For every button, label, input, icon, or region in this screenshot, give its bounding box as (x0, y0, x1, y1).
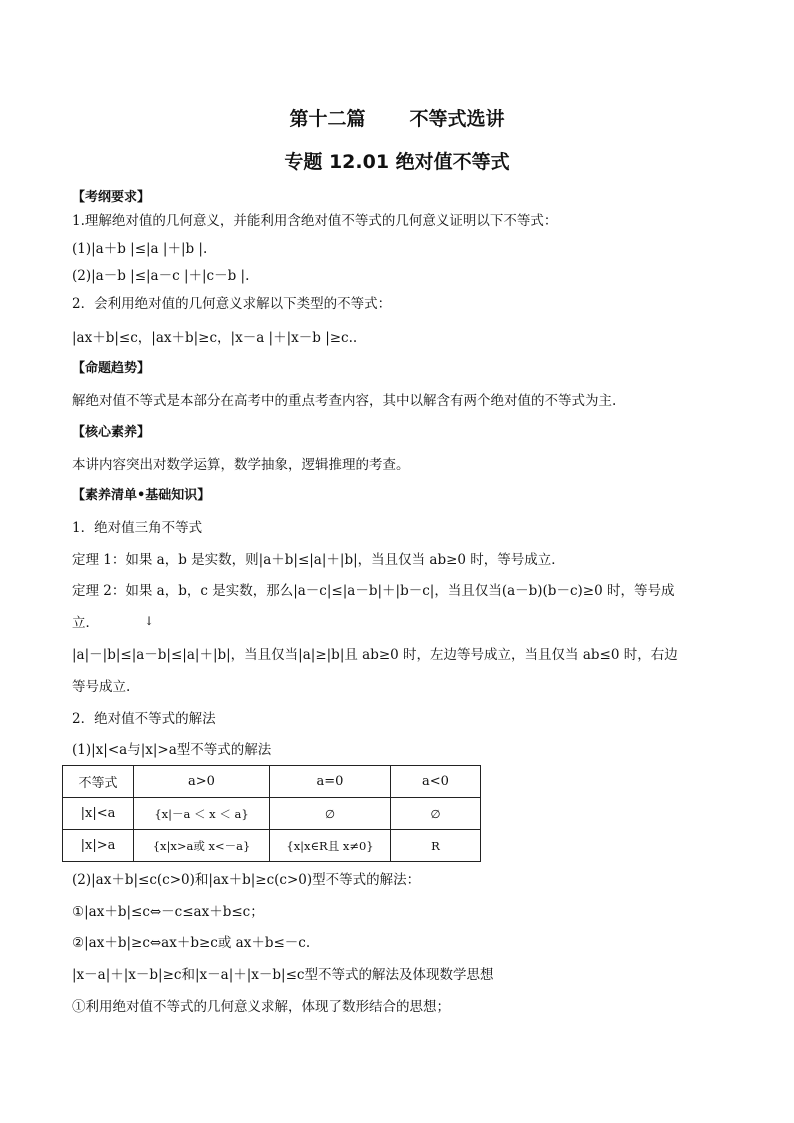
topic-heading: 专题 12.01 绝对值不等式 (284, 151, 510, 173)
table-header-cell: a<0 (391, 766, 481, 798)
part-number: 第十二篇 (289, 108, 366, 130)
paragraph: 2．会利用绝对值的几何意义求解以下类型的不等式： (72, 296, 392, 312)
subheading: (1)|x|<a与|x|>a型不等式的解法 (72, 742, 272, 758)
part-title: 不等式选讲 (409, 108, 505, 130)
table-cell: ∅ (270, 798, 391, 830)
section-heading-syllabus: 【考纲要求】 (72, 190, 151, 205)
formula-line: |ax＋b|≤c，|ax＋b|≥c，|x－a |＋|x－b |≥c.. (72, 330, 358, 346)
subheading: |x－a|＋|x－b|≥c和|x－a|＋|x－b|≤c型不等式的解法及体现数学思想 (72, 967, 494, 983)
table-cell: |x|>a (63, 830, 134, 862)
table-row (63, 798, 481, 830)
subheading: (2)|ax＋b|≤c(c>0)和|ax＋b|≥c(c>0)型不等式的解法： (72, 872, 421, 888)
part-heading (0, 104, 794, 131)
paragraph: 等号成立. (72, 679, 131, 695)
theorem-2: 定理 2：如果 a，b，c 是实数，那么|a－c|≤|a－b|＋|b－c|，当且仅当(a－b)(b－c)≥0 时，等号成 (72, 583, 675, 599)
formula-line: ②|ax＋b|≥c⇔ax＋b≥c或 ax＋b≤－c. (72, 935, 311, 951)
subheading: 1．绝对值三角不等式 (72, 520, 203, 536)
table-header-cell: 不等式 (63, 766, 134, 798)
section-heading-literacy: 【核心素养】 (72, 425, 151, 440)
theorem-2-continued: 立． (72, 615, 99, 631)
table-cell: {x|x>a或 x<－a} (134, 830, 270, 862)
table-cell: ∅ (391, 798, 481, 830)
formula-line: (2)|a－b |≤|a－c |＋|c－b |. (72, 268, 250, 284)
inequality-table (62, 765, 481, 862)
section-heading-basics: 【素养清单•基础知识】 (72, 488, 211, 503)
paragraph: 本讲内容突出对数学运算，数学抽象，逻辑推理的考查。 (72, 457, 410, 473)
table-header-row (63, 766, 481, 798)
table-cell: {x|x∈R且 x≠0} (270, 830, 391, 862)
formula-line: ①|ax＋b|≤c⇔－c≤ax＋b≤c； (72, 904, 264, 920)
arrow-down-icon: ↓ (144, 614, 155, 628)
table-header-cell: a=0 (270, 766, 391, 798)
subheading: 2．绝对值不等式的解法 (72, 711, 216, 727)
table-cell: |x|<a (63, 798, 134, 830)
table-row (63, 830, 481, 862)
section-heading-trend: 【命题趋势】 (72, 361, 151, 376)
paragraph: 1.理解绝对值的几何意义，并能利用含绝对值不等式的几何意义证明以下不等式： (72, 213, 558, 229)
table-cell: R (391, 830, 481, 862)
table-cell: {x|－a ＜ x ＜ a} (134, 798, 270, 830)
paragraph: ①利用绝对值不等式的几何意义求解，体现了数形结合的思想； (72, 999, 450, 1015)
table-header-cell: a>0 (134, 766, 270, 798)
paragraph: 解绝对值不等式是本部分在高考中的重点考查内容，其中以解含有两个绝对值的不等式为主. (72, 393, 617, 409)
paragraph: |a|－|b|≤|a－b|≤|a|＋|b|，当且仅当|a|≥|b|且 ab≥0 时，左边等号成立，当且仅当 ab≤0 时，右边 (72, 647, 678, 663)
formula-line: (1)|a＋b |≤|a |＋|b |. (72, 241, 208, 257)
theorem-1: 定理 1：如果 a，b 是实数，则|a＋b|≤|a|＋|b|，当且仅当 ab≥0 时，等号成立． (72, 552, 565, 568)
